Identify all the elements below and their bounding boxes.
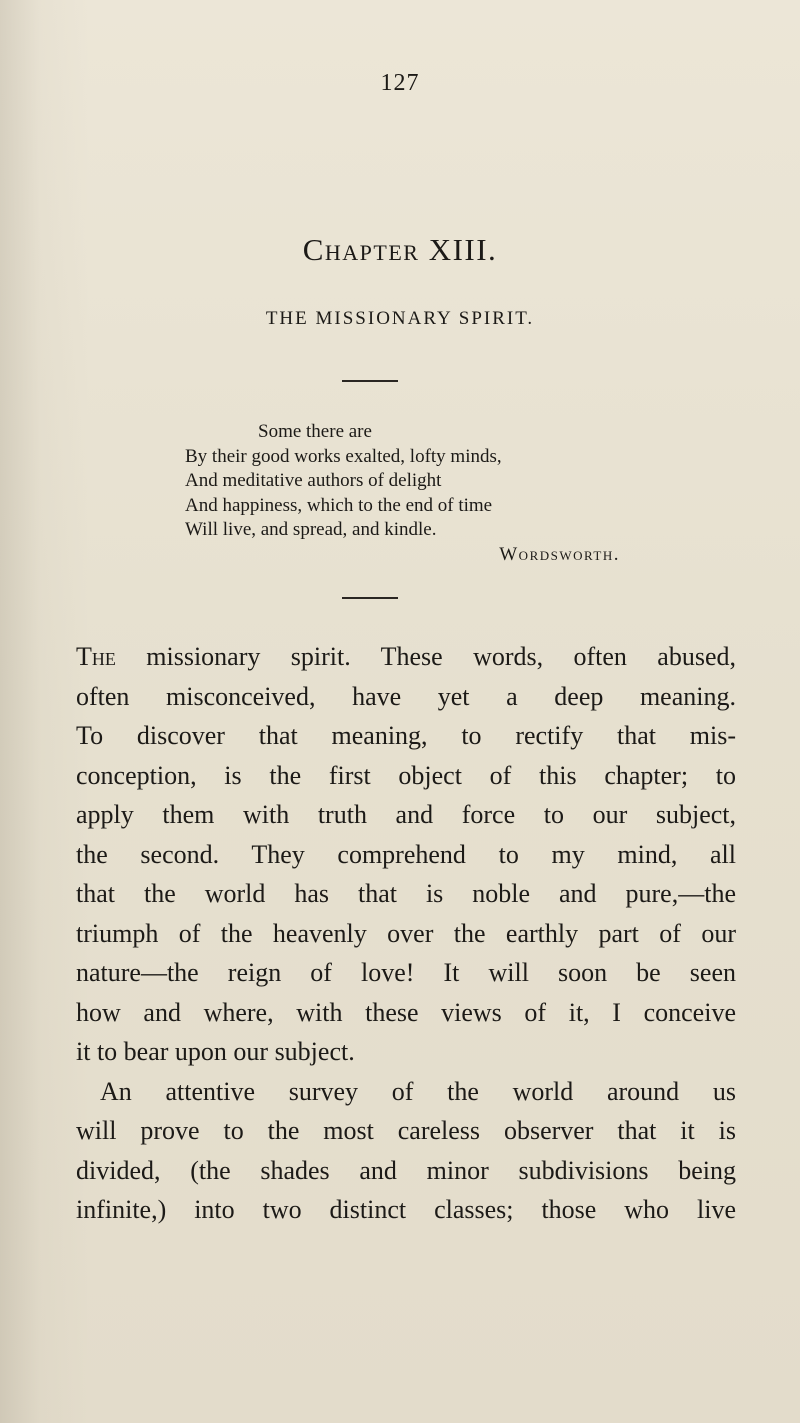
- text-line: An attentive survey of the world around us: [100, 1076, 736, 1106]
- text-line: apply them with truth and force to our subject,: [76, 800, 736, 829]
- text-line: infinite,) into two distinct classes; those who live: [76, 1195, 736, 1224]
- text-line: how and where, with these views of it, I conceive: [76, 997, 736, 1027]
- epigraph-attribution: Wordsworth.: [499, 543, 620, 565]
- chapter-title: THE MISSIONARY SPIRIT.: [265, 308, 535, 329]
- text-line: that the world has that is noble and pure,—the: [76, 879, 736, 908]
- text-line: the second. They comprehend to my mind, all: [76, 839, 736, 869]
- epigraph-line: And meditative authors of delight: [185, 470, 442, 491]
- paragraph-1: [76, 637, 736, 1072]
- text-line: conception, is the first object of this chapter; to: [76, 760, 736, 790]
- text-line: To discover that meaning, to rectify that mis-: [76, 721, 736, 750]
- text-line: nature—the reign of love! It will soon be seen: [76, 958, 736, 987]
- chapter-label: Chapter: [302, 232, 420, 267]
- divider-rule-bottom: [342, 597, 398, 599]
- lead-word: The: [76, 642, 116, 671]
- epigraph: [180, 420, 620, 567]
- text-line: triumph of the heavenly over the earthly part of our: [76, 918, 736, 948]
- chapter-numeral: XIII.: [428, 232, 498, 267]
- divider-rule-top: [342, 380, 398, 382]
- text-line: often misconceived, have yet a deep meaning.: [76, 681, 736, 711]
- body-text: [76, 637, 736, 1230]
- text-line: will prove to the most careless observer that it is: [76, 1116, 736, 1145]
- epigraph-line: Some there are: [258, 421, 372, 442]
- paragraph-2: [76, 1072, 736, 1230]
- text-line: it to bear upon our subject.: [76, 1037, 355, 1066]
- chapter-heading: [0, 232, 800, 268]
- epigraph-line: By their good works exalted, lofty minds,: [185, 445, 502, 467]
- page-number: 127: [380, 70, 420, 96]
- text-line: The missionary spirit. These words, often abused,: [76, 642, 736, 671]
- epigraph-line: And happiness, which to the end of time: [185, 494, 493, 516]
- epigraph-line: Will live, and spread, and kindle.: [185, 519, 437, 540]
- text-line: divided, (the shades and minor subdivisions being: [76, 1155, 736, 1185]
